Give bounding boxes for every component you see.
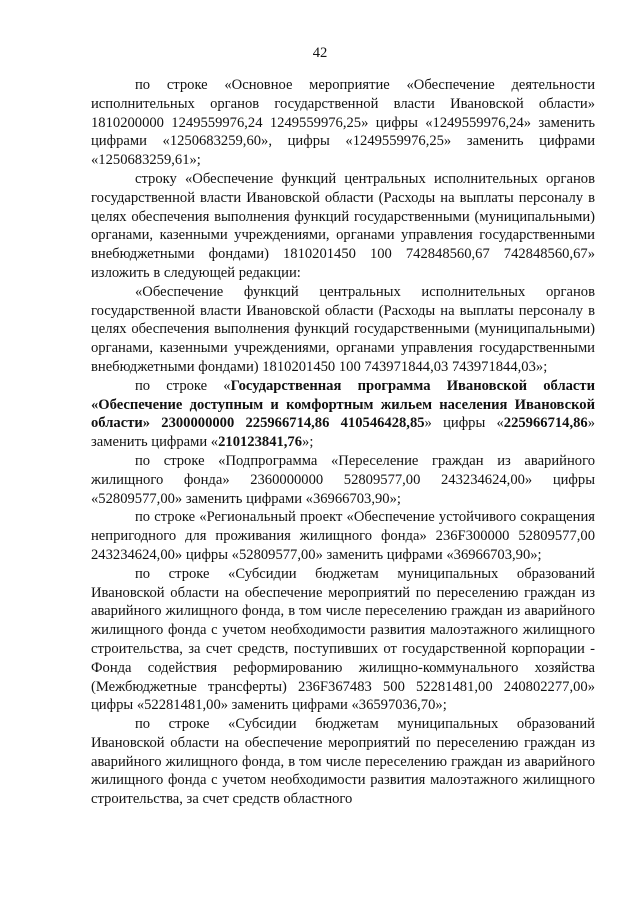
- text-run: по строке «Субсидии бюджетам муниципальных образований Ивановской области на обеспечение мероприятий по переселению граждан из аварийного жилищного фонда, в том числе переселению граждан из аварийного жилищного фонда с учетом необходимости развития малоэтажного жилищного строительства, за счет средств, поступивших от государственной корпорации - Фонда содействия реформированию жилищно-коммунального хозяйства (Межбюджетные трансферты) 236F367483 500 52281481,00 240802277,00» цифры «52281481,00» заменить цифрами «36597036,70»;: [91, 565, 595, 714]
- bold-text-run: 210123841,76: [218, 434, 303, 451]
- text-run: строку «Обеспечение функций центральных исполнительных органов государственной власти Ивановской области (Расходы на выплаты персоналу в целях обеспечения выполнения функций государственными (муниципальными) органами, казенными учреждениями, органами управления государственными внебюджетными фондами) 1810201450 100 742848560,67 742848560,67» изложить в следующей редакции:: [91, 170, 595, 281]
- text-run: по строке «Основное мероприятие «Обеспечение деятельности исполнительных органов государственной власти Ивановской области» 1810200000 1249559976,24 1249559976,25» цифры «1249559976,24» заменить цифрами «1250683259,60», цифры «1249559976,25» заменить цифрами «1250683259,61»;: [91, 77, 595, 169]
- paragraph: [91, 76, 595, 170]
- paragraph: [91, 377, 595, 452]
- bold-text-run: Государственная программа Ивановской области «Обеспечение доступным и комфортным жильем населения Ивановской области» 2300000000 225966714,86 410546428,85: [91, 377, 595, 432]
- paragraph: [91, 565, 595, 715]
- paragraph: [91, 283, 595, 377]
- text-run: «Обеспечение функций центральных исполнительных органов государственной власти Ивановской области (Расходы на выплаты персоналу в целях обеспечения выполнения функций государственными (муниципальными) органами, казенными учреждениями, органами управления государственными внебюджетными фондами) 1810201450 100 743971844,03 743971844,03»;: [91, 283, 595, 375]
- text-run: » заменить цифрами «: [91, 415, 595, 451]
- text-run: по строке «Субсидии бюджетам муниципальных образований Ивановской области на обеспечение мероприятий по переселению граждан из аварийного жилищного фонда, в том числе переселению граждан из аварийного жилищного фонда с учетом необходимости развития малоэтажного жилищного строительства, за счет средств областного: [91, 716, 595, 808]
- text-run: »;: [302, 434, 314, 451]
- paragraph: [91, 452, 595, 508]
- page-number: 42: [312, 45, 328, 61]
- paragraph: [91, 715, 595, 809]
- paragraph: [91, 508, 595, 564]
- paragraph: [91, 170, 595, 283]
- text-run: » цифры «: [424, 415, 504, 432]
- text-run: по строке «: [135, 377, 231, 394]
- text-run: по строке «Региональный проект «Обеспечение устойчивого сокращения непригодного для проживания жилищного фонда» 236F300000 52809577,00 243234624,00» цифры «52809577,00» заменить цифрами «36966703,90»;: [91, 509, 595, 563]
- bold-text-run: 225966714,86: [503, 415, 588, 432]
- document-body: [91, 76, 595, 809]
- text-run: по строке «Подпрограмма «Переселение граждан из аварийного жилищного фонда» 2360000000 52809577,00 243234624,00» цифры «52809577,00» заменить цифрами «36966703,90»;: [91, 452, 595, 507]
